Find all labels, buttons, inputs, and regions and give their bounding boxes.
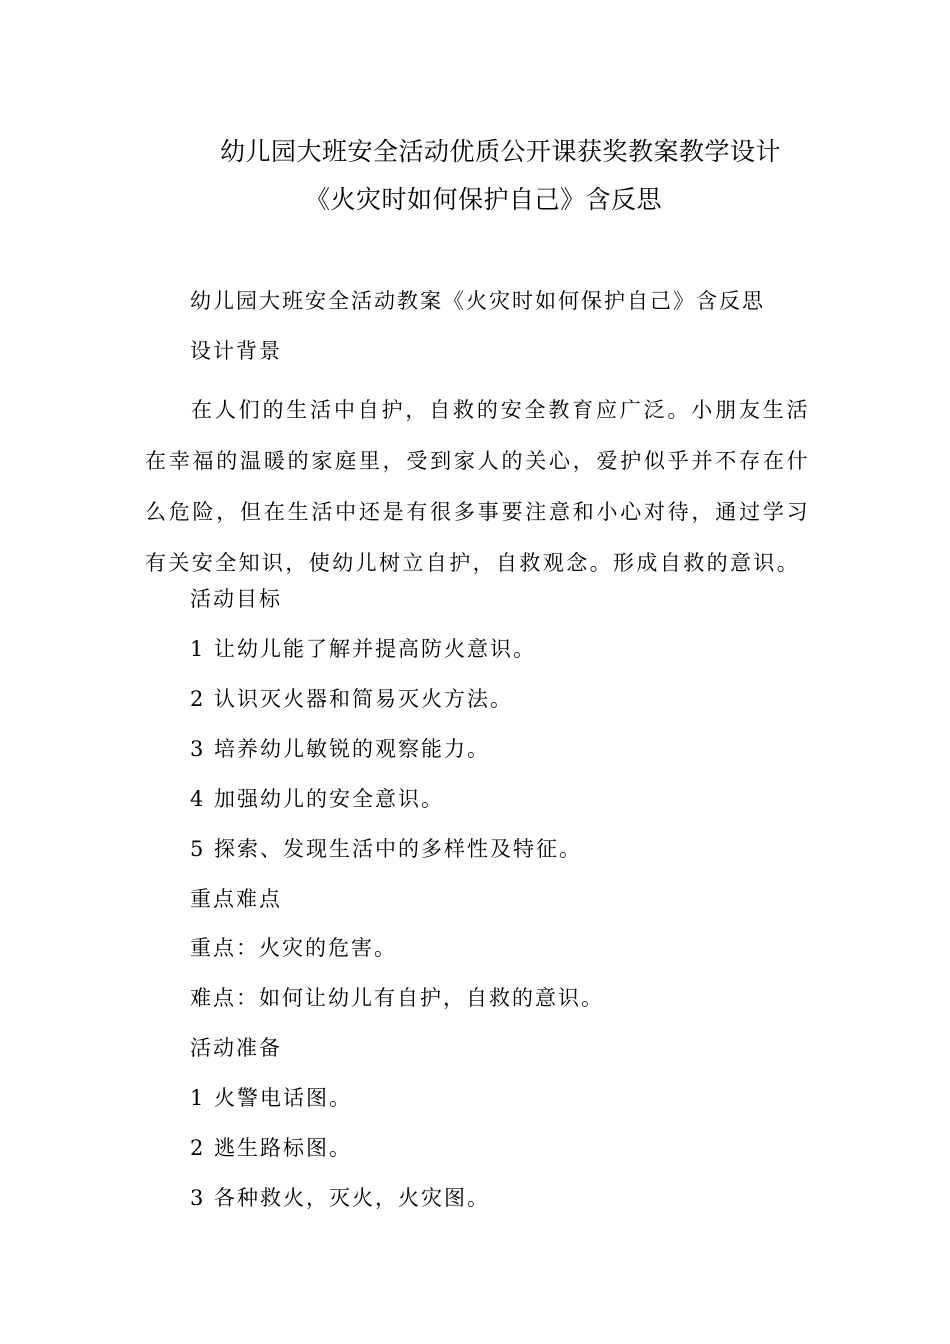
difficult-point: 难点：如何让幼儿有自护，自救的意识。 bbox=[190, 986, 604, 1010]
key-point: 重点：火灾的危害。 bbox=[190, 936, 397, 960]
goal-item-5: 5 探索、发现生活中的多样性及特征。 bbox=[190, 837, 583, 861]
document-title-line-2: 《火灾时如何保护自己》含反思 bbox=[305, 185, 663, 214]
section-heading-key-points: 重点难点 bbox=[190, 887, 282, 911]
goal-item-3: 3 培养幼儿敏锐的观察能力。 bbox=[190, 737, 491, 761]
goal-item-1: 1 让幼儿能了解并提高防火意识。 bbox=[190, 637, 537, 661]
goal-item-4: 4 加强幼儿的安全意识。 bbox=[190, 787, 445, 811]
prep-item-1: 1 火警电话图。 bbox=[190, 1086, 353, 1110]
section-heading-preparation: 活动准备 bbox=[190, 1036, 282, 1060]
document-subtitle: 幼儿园大班安全活动教案《火灾时如何保护自己》含反思 bbox=[190, 289, 765, 313]
prep-item-3: 3 各种救火，灭火，火灾图。 bbox=[190, 1186, 491, 1210]
background-paragraph: 在人们的生活中自护，自救的安全教育应广泛。小朋友生活在幸福的温暖的家庭里，受到家人的关心，爱护似乎并不存在什么危险，但在生活中还是有很多事要注意和小心对待，通过学习有关安全知识，使幼儿树立自护，自救观念。形成自救的意识。 bbox=[145, 398, 810, 575]
section-heading-background: 设计背景 bbox=[190, 339, 282, 363]
document-title-line-1: 幼儿园大班安全活动优质公开课获奖教案教学设计 bbox=[220, 137, 782, 166]
goal-item-2: 2 认识灭火器和简易灭火方法。 bbox=[190, 687, 514, 711]
prep-item-2: 2 逃生路标图。 bbox=[190, 1136, 353, 1160]
section-heading-goals: 活动目标 bbox=[190, 587, 282, 611]
